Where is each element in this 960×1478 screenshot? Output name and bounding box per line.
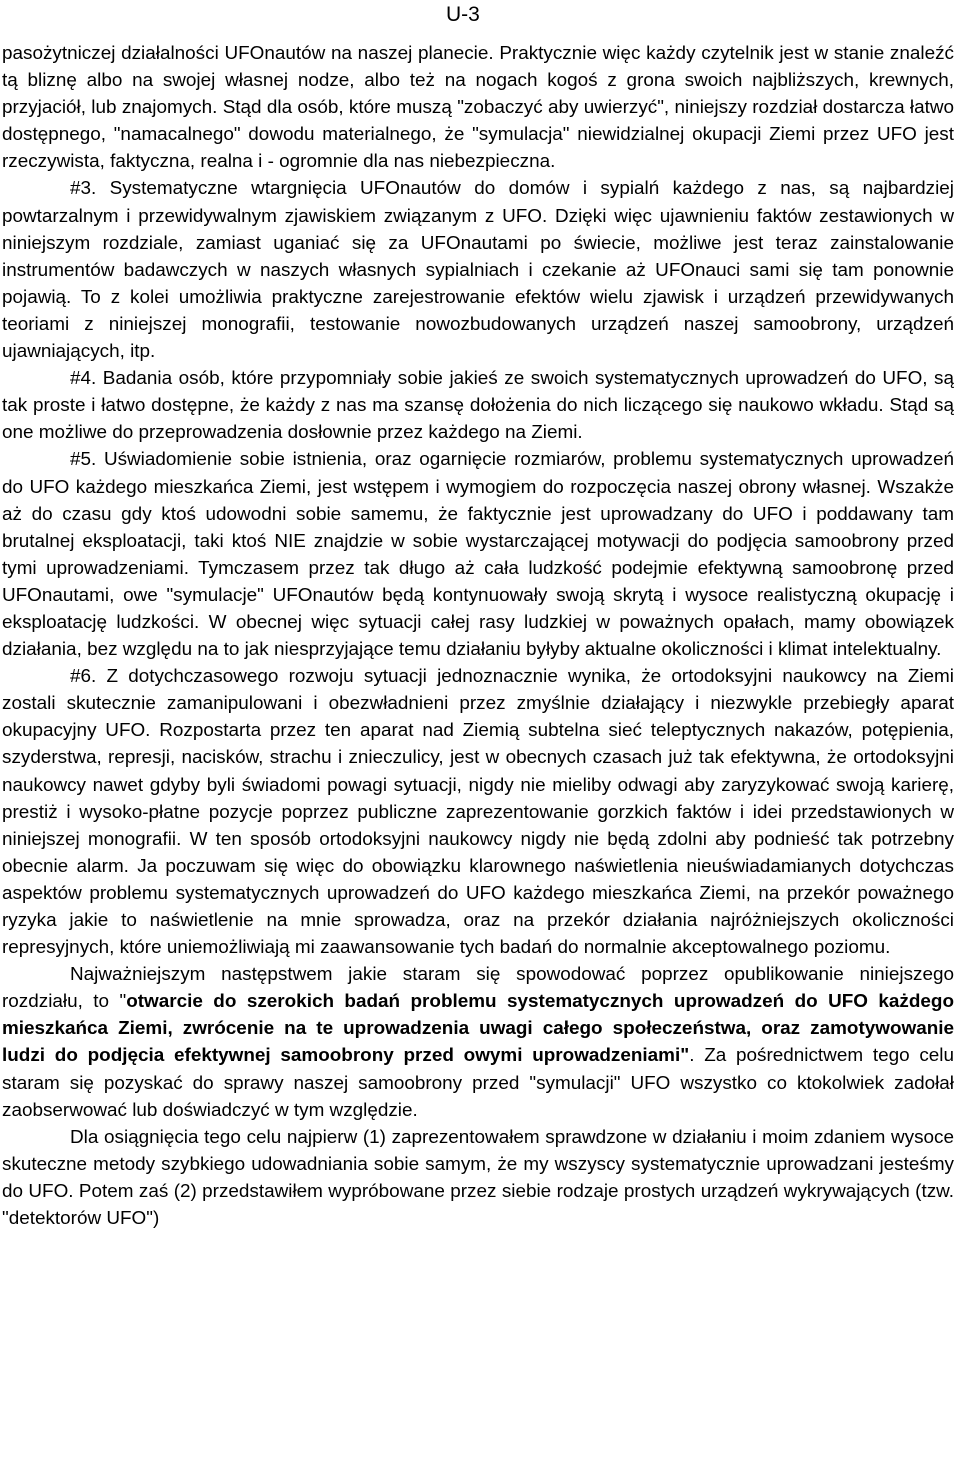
paragraph-point-5: #5. Uświadomienie sobie istnienia, oraz ogarnięcie rozmiarów, problemu systematycznych uprowadzeń do UFO każdego mieszkańca Ziemi, jest wstępem i wymogiem do rozpoczęcia naszej obrony własnej. Wszakże aż do czasu gdy ktoś udowodni sobie samemu, że faktycznie jest uprowadzany do UFO i poddawany tam brutalnej eksploatacji, taki ktoś NIE znajdzie w sobie wystarczającej motywacji do podjęcia samoobrony przed tymi uprowadzeniami. Tymczasem przez tak długo aż cała ludzkość podejmie efektywną samoobronę przed UFOnautami, owe "symulacje" UFOnautów będą kontynuowały swoją skrytą i wysoce realistyczną okupację i eksploatację ludzkości. W obecnej więc sytuacji całej rasy ludzkiej w poważnych opałach, mamy obowiązek działania, bez względu na to jak niesprzyjające temu działaniu byłyby aktualne okoliczności i klimat intelektualny.: [2, 449, 954, 661]
page-number: U-3: [446, 3, 480, 26]
document-body: [2, 40, 954, 1232]
paragraph-main-goal: [2, 961, 954, 1124]
paragraph-continuation: pasożytniczej działalności UFOnautów na naszej planecie. Praktycznie więc każdy czytelnik jest w stanie znaleźć tą bliznę albo na swojej własnej nodze, albo też na nogach kogoś z grona swoich najbliższych, krewnych, przyjaciół, lub znajomych. Stąd dla osób, które muszą "zobaczyć aby uwierzyć", niniejszy rozdział dostarcza łatwo dostępnego, "namacalnego" dowodu materialnego, że "symulacja" niewidzialnej okupacji Ziemi przez UFO jest rzeczywista, faktyczna, realna i - ogromnie dla nas niebezpieczna.: [2, 43, 954, 173]
paragraph-point-4: #4. Badania osób, które przypomniały sobie jakieś ze swoich systematycznych uprowadzeń do UFO, są tak proste i łatwo dostępne, że każdy z nas ma szansę dołożenia do nich liczącego się naukowo wkładu. Stąd są one możliwe do przeprowadzenia dosłownie przez każdego na Ziemi.: [2, 368, 954, 444]
paragraph-point-6: #6. Z dotychczasowego rozwoju sytuacji jednoznacznie wynika, że ortodoksyjni naukowcy na Ziemi zostali skutecznie zamanipulowani i obezwładnieni przez zmyślnie działający i niezwykle przebiegły aparat okupacyjny UFO. Rozpostarta przez ten aparat nad Ziemią subtelna sieć teleptycznych nakazów, potępienia, szyderstwa, represji, nacisków, strachu i znieczulicy, jest w obecnych czasach już tak efektywna, że ortodoksyjni naukowcy nawet gdyby byli świadomi powagi sytuacji, nigdy nie mieliby odwagi aby zaryzykować swoją karierę, prestiż i wysoko-płatne pozycje poprzez publiczne zaprezentowanie gorzkich faktów i idei przedstawionych w niniejszej monografii. W ten sposób ortodoksyjni naukowcy nigdy nie będą zdolni aby podnieść tak potrzebny obecnie alarm. Ja poczuwam się więc do obowiązku klarownego naświetlenia nieuświadamianych dotychczas aspektów problemu systematycznych uprowadzeń do UFO każdego mieszkańca Ziemi, na przekór poważnego ryzyka jakie to naświetlenie na mnie sprowadza, oraz na przekór działania najróżniejszych okoliczności represyjnych, które uniemożliwiają mi zaawansowanie tych badań do normalnie akceptowalnego poziomu.: [2, 666, 954, 959]
main-goal-outro: . Za pośrednictwem tego celu staram się pozyskać do sprawy naszej samoobrony przed "symulacji" UFO wszystko co ktokolwiek zadołał zaobserwować lub doświadczyć w tym względzie.: [2, 1045, 955, 1121]
paragraph-methods: Dla osiągnięcia tego celu najpierw (1) zaprezentowałem sprawdzone w działaniu i moim zdaniem wysoce skuteczne metody szybkiego udowadniania sobie samym, że my wszyscy systematycznie uprowadzani jesteśmy do UFO. Potem zaś (2) przedstawiłem wypróbowane przez siebie rodzaje prostych urządzeń wykrywających (tzw. "detektorów UFO"): [2, 1126, 954, 1230]
main-goal-intro: Najważniejszym następstwem jakie staram się spowodować poprzez opublikowanie niniejszego rozdziału, to ": [2, 964, 954, 1013]
paragraph-point-3: #3. Systematyczne wtargnięcia UFOnautów do domów i sypialń każdego z nas, są najbardziej powtarzalnym i przewidywalnym zjawiskiem związanym z UFO. Dzięki więc ujawnieniu faktów zestawionych w niniejszym rozdziale, zamiast uganiać się za UFOnautami po świecie, możliwe jest teraz zainstalowanie instrumentów badawczych w naszych własnych sypialniach i czekanie aż UFOnauci sami się tam ponownie pojawią. To z kolei umożliwia praktyczne zarejestrowanie efektów wielu zjawisk i urządzeń przewidywanych teoriami z niniejszej monografii, testowanie nowozbudowanych urządzeń naszej samoobrony, urządzeń ujawniających, itp.: [2, 178, 954, 363]
main-goal-bold-statement: otwarcie do szerokich badań problemu systematycznych uprowadzeń do UFO każdego mieszkańca Ziemi, zwrócenie na te uprowadzenia uwagi całego społeczeństwa, oraz zamotywowanie ludzi do podjęcia efektywnej samoobrony przed owymi uprowadzeniami": [2, 991, 955, 1067]
